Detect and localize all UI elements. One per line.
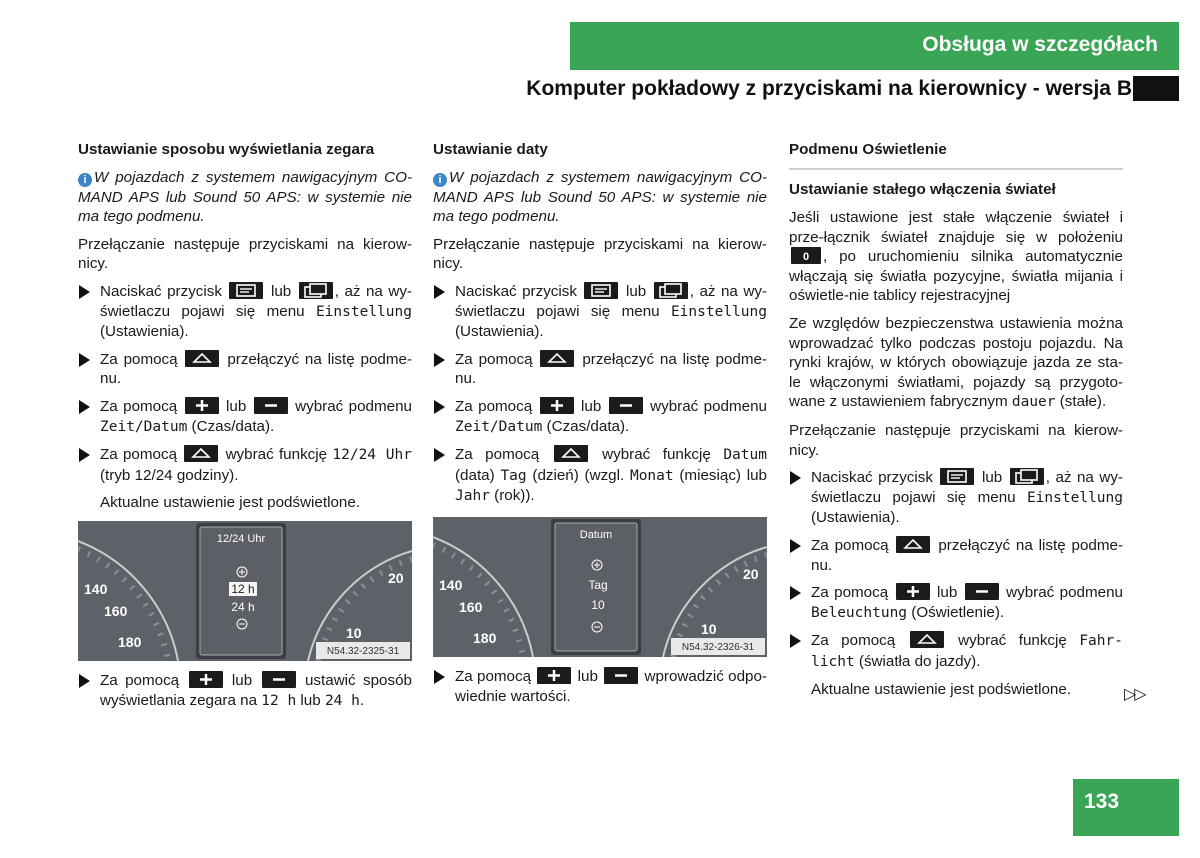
- column-lighting: [789, 140, 1123, 708]
- minus-button-icon: [965, 583, 999, 600]
- info-icon: i: [78, 173, 92, 187]
- step-open-settings: Naciskać przycisk lub , aż na wy-świetlaczu pojawi się menu Einstellung (Ustawienia).: [789, 468, 1123, 528]
- step-switch-submenu: Za pomocą przełączyć na listę podme-nu.: [789, 536, 1123, 575]
- reset-button-icon: [910, 631, 944, 648]
- gauge-label: 160: [104, 602, 128, 619]
- column-clock-format: [78, 140, 412, 719]
- step-select-function: Za pomocą wybrać funkcję Datum (data) Tag (dzień) (wzgl. Monat (miesiąc) lub Jahr (rok)).: [433, 445, 767, 507]
- plus-button-icon: [185, 397, 219, 414]
- gauge-label: 20: [743, 565, 759, 582]
- figure-ref: N54.32-2325-31: [326, 645, 400, 657]
- step-select-submenu: Za pomocą lub wybrać podmenu Zeit/Datum (Czas/data).: [78, 397, 412, 437]
- gauge-label: 10: [346, 624, 362, 641]
- heading-date: Ustawianie daty: [433, 141, 548, 158]
- gauge-label: 20: [388, 569, 404, 586]
- menu-forward-button-icon: [584, 282, 618, 299]
- page-number: 133: [1084, 790, 1120, 813]
- page-subtitle: Komputer pokładowy z przyciskami na kierownicy - wersja B: [526, 77, 1132, 100]
- continued-arrow-icon: ▷▷: [1124, 686, 1145, 703]
- gauge-label: 10: [701, 620, 717, 637]
- intro-text: Przełączanie następuje przyciskami na kierow-nicy.: [78, 235, 412, 273]
- plus-button-icon: [537, 667, 571, 684]
- menu-back-button-icon: [1010, 468, 1044, 485]
- step-open-settings: Naciskać przycisk lub , aż na wy-świetlaczu pojawi się menu Einstellung (Ustawienia).: [78, 282, 412, 342]
- highlight-note: Aktualne ustawienie jest podświetlone.: [811, 681, 1072, 699]
- minus-button-icon: [609, 397, 643, 414]
- svg-text:0: 0: [802, 251, 810, 264]
- step-enter-values: Za pomocą lub wprowadzić odpo-wiednie wartości.: [433, 667, 767, 706]
- step-open-settings: Naciskać przycisk lub , aż na wy-świetlaczu pojawi się menu Einstellung (Ustawienia).: [433, 282, 767, 342]
- gauge-label: 180: [118, 633, 142, 650]
- highlight-note: Aktualne ustawienie jest podświetlone.: [100, 494, 361, 512]
- heading-lighting: Podmenu Oświetlenie: [789, 141, 947, 158]
- step-switch-submenu: Za pomocą przełączyć na listę podme-nu.: [78, 350, 412, 389]
- step-set-format: Za pomocą lub ustawić sposób wyświetlania zegara na 12 h lub 24 h.: [78, 671, 412, 711]
- option-value: 10: [591, 597, 605, 612]
- display-title: 12/24 Uhr: [216, 532, 266, 545]
- option: Tag: [588, 577, 608, 592]
- minus-button-icon: [262, 671, 296, 688]
- divider: [789, 168, 1123, 170]
- step-select-function: Za pomocą wybrać funkcję Fahr-licht (światła do jazdy).: [789, 631, 1123, 672]
- minus-button-icon: [604, 667, 638, 684]
- reset-button-icon: [540, 350, 574, 367]
- reset-button-icon: [185, 350, 219, 367]
- step-select-submenu: Za pomocą lub wybrać podmenu Zeit/Datum (Czas/data).: [433, 397, 767, 437]
- display-title: Datum: [579, 528, 613, 541]
- intro-text: Przełączanie następuje przyciskami na kierow-nicy.: [789, 421, 1123, 459]
- menu-back-button-icon: [654, 282, 688, 299]
- light-switch-icon: [791, 247, 821, 264]
- heading-clock-format: Ustawianie sposobu wyświetlania zegara: [78, 141, 375, 158]
- intro-text: Przełączanie następuje przyciskami na kierow-nicy.: [433, 235, 767, 273]
- option: 24 h: [231, 599, 255, 614]
- reset-button-icon: [184, 445, 218, 462]
- menu-forward-button-icon: [229, 282, 263, 299]
- gauge-label: 140: [84, 580, 108, 597]
- paragraph-safety: Ze względów bezpieczenstwa ustawienia można wprowadzać tylko podczas postoju pojazdu. Na rynki krajów, w których obowiązuje jazda ze sta-le włączonymi światłami, pojazdy są przygoto-wane z ustawieniem fabrycznym dauer (stałe).: [789, 314, 1123, 411]
- step-switch-submenu: Za pomocą przełączyć na listę podme-nu.: [433, 350, 767, 389]
- option-selected: 12 h: [231, 581, 255, 596]
- menu-back-button-icon: [299, 282, 333, 299]
- step-select-function: Za pomocą wybrać funkcję 12/24 Uhr (tryb 12/24 godziny).: [78, 445, 412, 485]
- info-icon: i: [433, 173, 447, 187]
- gauge-label: 180: [473, 629, 497, 646]
- instrument-cluster-image: [78, 521, 412, 661]
- paragraph-lights-info: Jeśli ustawione jest stałe włączenie świateł i prze-łącznik świateł znajduje się w położeniu 0 , po uruchomieniu silnika automatycznie włączają się światła pozycyjne, światła mijania i oświetle-nie tablicy rejestracyjnej: [789, 209, 1123, 305]
- plus-button-icon: [189, 671, 223, 688]
- minus-button-icon: [254, 397, 288, 414]
- info-note: i W pojazdach z systemem nawigacyjnym CO-MAND APS lub Sound 50 APS: w systemie nie ma tego podmenu.: [433, 169, 767, 226]
- section-title: Obsługa w szczegółach: [922, 33, 1158, 56]
- chapter-tab: [1133, 76, 1179, 101]
- subheading-permanent-lights: Ustawianie stałego włączenia świateł: [789, 181, 1056, 198]
- figure-ref: N54.32-2326-31: [681, 641, 755, 653]
- plus-button-icon: [540, 397, 574, 414]
- column-date: [433, 140, 767, 714]
- gauge-label: 140: [439, 576, 463, 593]
- instrument-cluster-image: [433, 517, 767, 657]
- gauge-label: 160: [459, 598, 483, 615]
- info-note: i W pojazdach z systemem nawigacyjnym CO-MAND APS lub Sound 50 APS: w systemie nie ma tego podmenu.: [78, 169, 412, 226]
- plus-button-icon: [896, 583, 930, 600]
- reset-button-icon: [896, 536, 930, 553]
- reset-button-icon: [554, 445, 588, 462]
- menu-forward-button-icon: [940, 468, 974, 485]
- step-select-submenu: Za pomocą lub wybrać podmenu Beleuchtung (Oświetlenie).: [789, 583, 1123, 623]
